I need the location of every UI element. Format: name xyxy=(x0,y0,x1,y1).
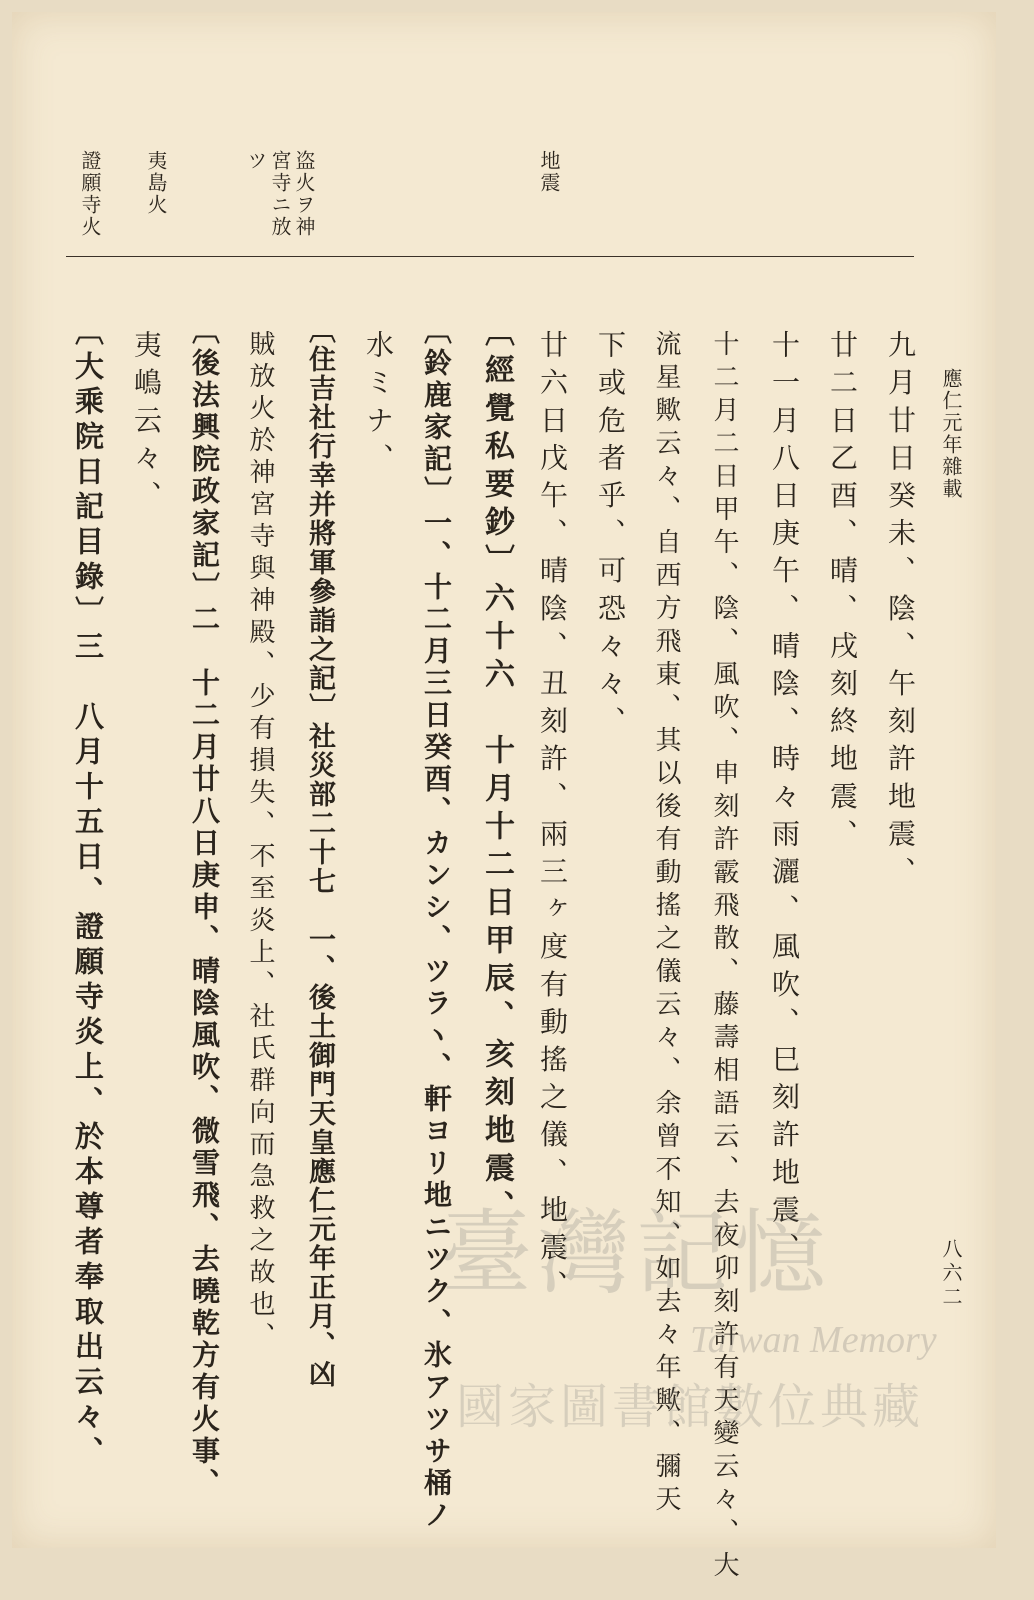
margin-note-shoganji-fire: 證願寺火 xyxy=(78,150,102,238)
text-column: 賊放火於神宮寺與神殿、少有損失、不至炎上、社氏群向而急救之故也、 xyxy=(245,330,275,1354)
text-column: 水ミナ、 xyxy=(362,330,395,481)
text-column: 十一月八日庚午、晴陰、時々雨灑、風吹、巳刻許地震、 xyxy=(768,330,801,1270)
text-column: 九月廿日癸未、陰、午刻許地震、 xyxy=(884,330,917,894)
margin-note-earthquake: 地震 xyxy=(537,150,561,194)
text-column: 廿六日戊午、晴陰、丑刻許、兩三ヶ度有動搖之儀、地震、 xyxy=(536,330,569,1308)
header-divider xyxy=(66,256,914,257)
watermark-logo: 臺灣記憶 xyxy=(440,1200,833,1307)
page-number: 八六二 xyxy=(939,1238,963,1310)
source-title: 〔後法興院政家記〕二 十二月廿八日庚申、晴陰風吹、微雪飛、去曉乾方有火事、 xyxy=(188,316,221,1500)
text-column-source xyxy=(416,316,456,1532)
margin-note-ezo-fire: 夷島火 xyxy=(144,150,168,216)
margin-note-arson: 盗火ヲ神宮寺ニ放ツ xyxy=(244,150,316,238)
source-title: 〔住吉社行幸并將軍參詣之記〕社災部二十七 一、後土御門天皇應仁元年正月、凶 xyxy=(304,316,335,1389)
source-title: 〔大乘院日記目錄〕三 八月十五日、證願寺炎上、於本尊者奉取出云々、 xyxy=(71,316,105,1471)
text-column: 夷嶋云々、 xyxy=(130,330,163,518)
watermark-subtitle: 國家圖書館數位典藏 xyxy=(456,1379,925,1435)
watermark-english: Taiwan Memory xyxy=(690,1319,937,1361)
text-column-source xyxy=(68,316,109,1471)
text-column-source xyxy=(300,316,339,1389)
text-column-source xyxy=(474,316,518,1228)
text-column: 流星歟云々、自西方飛東、其以後有動搖之儀云々、余曾不知、如去々年歟、彌天 xyxy=(651,330,681,1518)
source-title: 〔經覺私要鈔〕六十六 十月十二日甲辰、亥刻地震、 xyxy=(479,316,514,1228)
running-header: 應仁元年雜載 xyxy=(939,368,963,500)
text-column-source xyxy=(184,316,224,1500)
text-column: 下或危者乎、可恐々々、 xyxy=(594,330,627,744)
source-title: 〔鈴鹿家記〕一、十二月三日癸酉、カンシ、ツラヽ、軒ヨリ地ニツク、氷アツサ桶ノ xyxy=(420,316,453,1532)
text-column: 廿二日乙酉、晴、戌刻終地震、 xyxy=(826,330,859,857)
text-column: 十二月二日甲午、陰、風吹、申刻許霰飛散、藤壽相語云、去夜卯刻許有天變云々、大 xyxy=(709,330,739,1584)
